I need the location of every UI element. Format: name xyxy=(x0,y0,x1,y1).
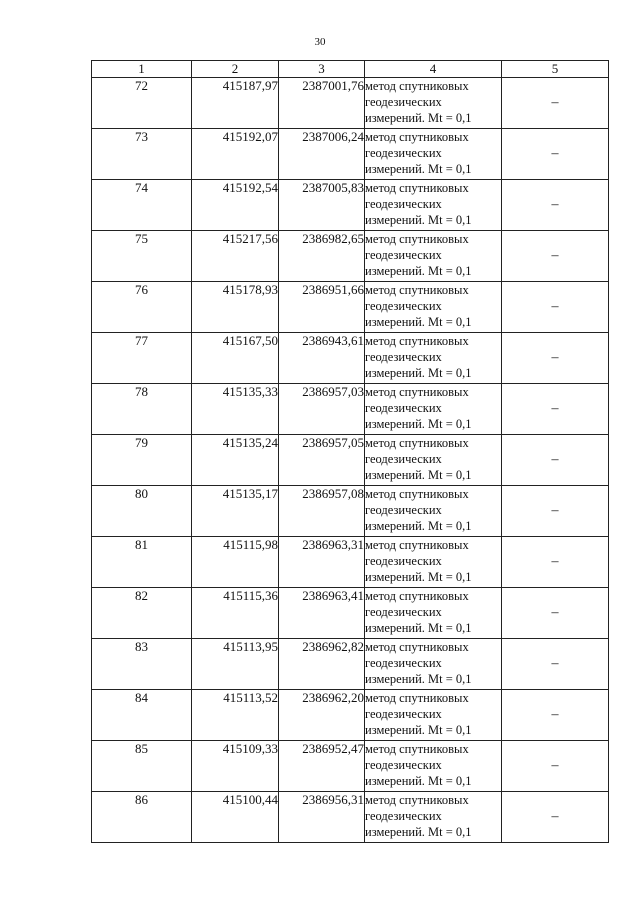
method-line: измерений. Mt = 0,1 xyxy=(365,366,472,380)
table-row xyxy=(92,435,609,486)
method-cell xyxy=(365,384,502,435)
method-cell xyxy=(365,639,502,690)
table-row xyxy=(92,282,609,333)
y-coordinate-cell: 2387005,83 xyxy=(279,180,365,231)
method-line: метод спутниковых xyxy=(365,181,469,195)
note-cell: – xyxy=(502,741,609,792)
x-coordinate-cell: 415178,93 xyxy=(192,282,279,333)
coordinates-table xyxy=(91,60,609,843)
x-coordinate-cell: 415135,33 xyxy=(192,384,279,435)
method-line: геодезических xyxy=(365,401,442,415)
method-line: измерений. Mt = 0,1 xyxy=(365,264,472,278)
table-row xyxy=(92,78,609,129)
method-line: геодезических xyxy=(365,95,442,109)
y-coordinate-cell: 2386951,66 xyxy=(279,282,365,333)
note-cell: – xyxy=(502,690,609,741)
y-coordinate-cell: 2386963,41 xyxy=(279,588,365,639)
method-line: метод спутниковых xyxy=(365,79,469,93)
method-line: метод спутниковых xyxy=(365,640,469,654)
point-number-cell: 72 xyxy=(92,78,192,129)
method-line: измерений. Mt = 0,1 xyxy=(365,417,472,431)
note-cell: – xyxy=(502,180,609,231)
method-line: метод спутниковых xyxy=(365,589,469,603)
x-coordinate-cell: 415167,50 xyxy=(192,333,279,384)
y-coordinate-cell: 2386957,08 xyxy=(279,486,365,537)
point-number-cell: 81 xyxy=(92,537,192,588)
method-line: измерений. Mt = 0,1 xyxy=(365,519,472,533)
method-cell xyxy=(365,282,502,333)
method-line: геодезических xyxy=(365,707,442,721)
y-coordinate-cell: 2386943,61 xyxy=(279,333,365,384)
method-line: измерений. Mt = 0,1 xyxy=(365,723,472,737)
method-cell xyxy=(365,129,502,180)
table-body xyxy=(92,78,609,843)
table-row xyxy=(92,741,609,792)
method-line: измерений. Mt = 0,1 xyxy=(365,621,472,635)
table-row xyxy=(92,588,609,639)
table-row xyxy=(92,333,609,384)
method-line: метод спутниковых xyxy=(365,487,469,501)
point-number-cell: 75 xyxy=(92,231,192,282)
method-line: метод спутниковых xyxy=(365,793,469,807)
method-cell xyxy=(365,741,502,792)
method-line: измерений. Mt = 0,1 xyxy=(365,162,472,176)
method-line: геодезических xyxy=(365,554,442,568)
method-cell xyxy=(365,792,502,843)
method-cell xyxy=(365,486,502,537)
method-cell xyxy=(365,537,502,588)
method-line: метод спутниковых xyxy=(365,232,469,246)
table-row xyxy=(92,129,609,180)
method-line: геодезических xyxy=(365,248,442,262)
note-cell: – xyxy=(502,384,609,435)
method-line: измерений. Mt = 0,1 xyxy=(365,774,472,788)
method-line: метод спутниковых xyxy=(365,334,469,348)
column-header: 1 xyxy=(92,61,192,78)
table-row xyxy=(92,792,609,843)
method-line: измерений. Mt = 0,1 xyxy=(365,468,472,482)
method-line: метод спутниковых xyxy=(365,436,469,450)
table-row xyxy=(92,639,609,690)
page-number: 30 xyxy=(314,36,326,48)
x-coordinate-cell: 415113,95 xyxy=(192,639,279,690)
table-row xyxy=(92,180,609,231)
method-line: метод спутниковых xyxy=(365,691,469,705)
point-number-cell: 80 xyxy=(92,486,192,537)
note-cell: – xyxy=(502,792,609,843)
note-cell: – xyxy=(502,588,609,639)
method-line: геодезических xyxy=(365,656,442,670)
y-coordinate-cell: 2386962,82 xyxy=(279,639,365,690)
x-coordinate-cell: 415115,36 xyxy=(192,588,279,639)
method-line: геодезических xyxy=(365,146,442,160)
y-coordinate-cell: 2386957,03 xyxy=(279,384,365,435)
x-coordinate-cell: 415135,17 xyxy=(192,486,279,537)
method-line: измерений. Mt = 0,1 xyxy=(365,315,472,329)
method-line: геодезических xyxy=(365,197,442,211)
point-number-cell: 77 xyxy=(92,333,192,384)
point-number-cell: 85 xyxy=(92,741,192,792)
note-cell: – xyxy=(502,231,609,282)
x-coordinate-cell: 415113,52 xyxy=(192,690,279,741)
x-coordinate-cell: 415109,33 xyxy=(192,741,279,792)
note-cell: – xyxy=(502,129,609,180)
point-number-cell: 78 xyxy=(92,384,192,435)
y-coordinate-cell: 2387001,76 xyxy=(279,78,365,129)
x-coordinate-cell: 415187,97 xyxy=(192,78,279,129)
method-line: измерений. Mt = 0,1 xyxy=(365,570,472,584)
x-coordinate-cell: 415115,98 xyxy=(192,537,279,588)
table-header-row xyxy=(92,61,609,78)
note-cell: – xyxy=(502,537,609,588)
method-line: геодезических xyxy=(365,350,442,364)
method-cell xyxy=(365,588,502,639)
method-line: метод спутниковых xyxy=(365,538,469,552)
point-number-cell: 86 xyxy=(92,792,192,843)
method-line: геодезических xyxy=(365,758,442,772)
column-header: 3 xyxy=(279,61,365,78)
point-number-cell: 74 xyxy=(92,180,192,231)
note-cell: – xyxy=(502,639,609,690)
table-row xyxy=(92,486,609,537)
column-header: 4 xyxy=(365,61,502,78)
point-number-cell: 76 xyxy=(92,282,192,333)
note-cell: – xyxy=(502,435,609,486)
note-cell: – xyxy=(502,333,609,384)
method-cell xyxy=(365,78,502,129)
method-line: метод спутниковых xyxy=(365,283,469,297)
method-cell xyxy=(365,435,502,486)
method-line: измерений. Mt = 0,1 xyxy=(365,672,472,686)
method-cell xyxy=(365,333,502,384)
note-cell: – xyxy=(502,78,609,129)
y-coordinate-cell: 2386982,65 xyxy=(279,231,365,282)
column-header: 2 xyxy=(192,61,279,78)
x-coordinate-cell: 415192,07 xyxy=(192,129,279,180)
y-coordinate-cell: 2386957,05 xyxy=(279,435,365,486)
y-coordinate-cell: 2387006,24 xyxy=(279,129,365,180)
method-line: геодезических xyxy=(365,452,442,466)
point-number-cell: 82 xyxy=(92,588,192,639)
method-line: геодезических xyxy=(365,503,442,517)
method-cell xyxy=(365,180,502,231)
method-cell xyxy=(365,690,502,741)
method-line: геодезических xyxy=(365,605,442,619)
method-cell xyxy=(365,231,502,282)
table-row xyxy=(92,690,609,741)
point-number-cell: 79 xyxy=(92,435,192,486)
method-line: геодезических xyxy=(365,299,442,313)
table-row xyxy=(92,537,609,588)
y-coordinate-cell: 2386956,31 xyxy=(279,792,365,843)
y-coordinate-cell: 2386952,47 xyxy=(279,741,365,792)
method-line: измерений. Mt = 0,1 xyxy=(365,213,472,227)
point-number-cell: 73 xyxy=(92,129,192,180)
y-coordinate-cell: 2386963,31 xyxy=(279,537,365,588)
x-coordinate-cell: 415217,56 xyxy=(192,231,279,282)
table-row xyxy=(92,384,609,435)
x-coordinate-cell: 415100,44 xyxy=(192,792,279,843)
y-coordinate-cell: 2386962,20 xyxy=(279,690,365,741)
table-row xyxy=(92,231,609,282)
column-header: 5 xyxy=(502,61,609,78)
note-cell: – xyxy=(502,486,609,537)
method-line: метод спутниковых xyxy=(365,130,469,144)
note-cell: – xyxy=(502,282,609,333)
x-coordinate-cell: 415135,24 xyxy=(192,435,279,486)
method-line: геодезических xyxy=(365,809,442,823)
x-coordinate-cell: 415192,54 xyxy=(192,180,279,231)
method-line: измерений. Mt = 0,1 xyxy=(365,825,472,839)
method-line: измерений. Mt = 0,1 xyxy=(365,111,472,125)
point-number-cell: 84 xyxy=(92,690,192,741)
method-line: метод спутниковых xyxy=(365,742,469,756)
method-line: метод спутниковых xyxy=(365,385,469,399)
point-number-cell: 83 xyxy=(92,639,192,690)
